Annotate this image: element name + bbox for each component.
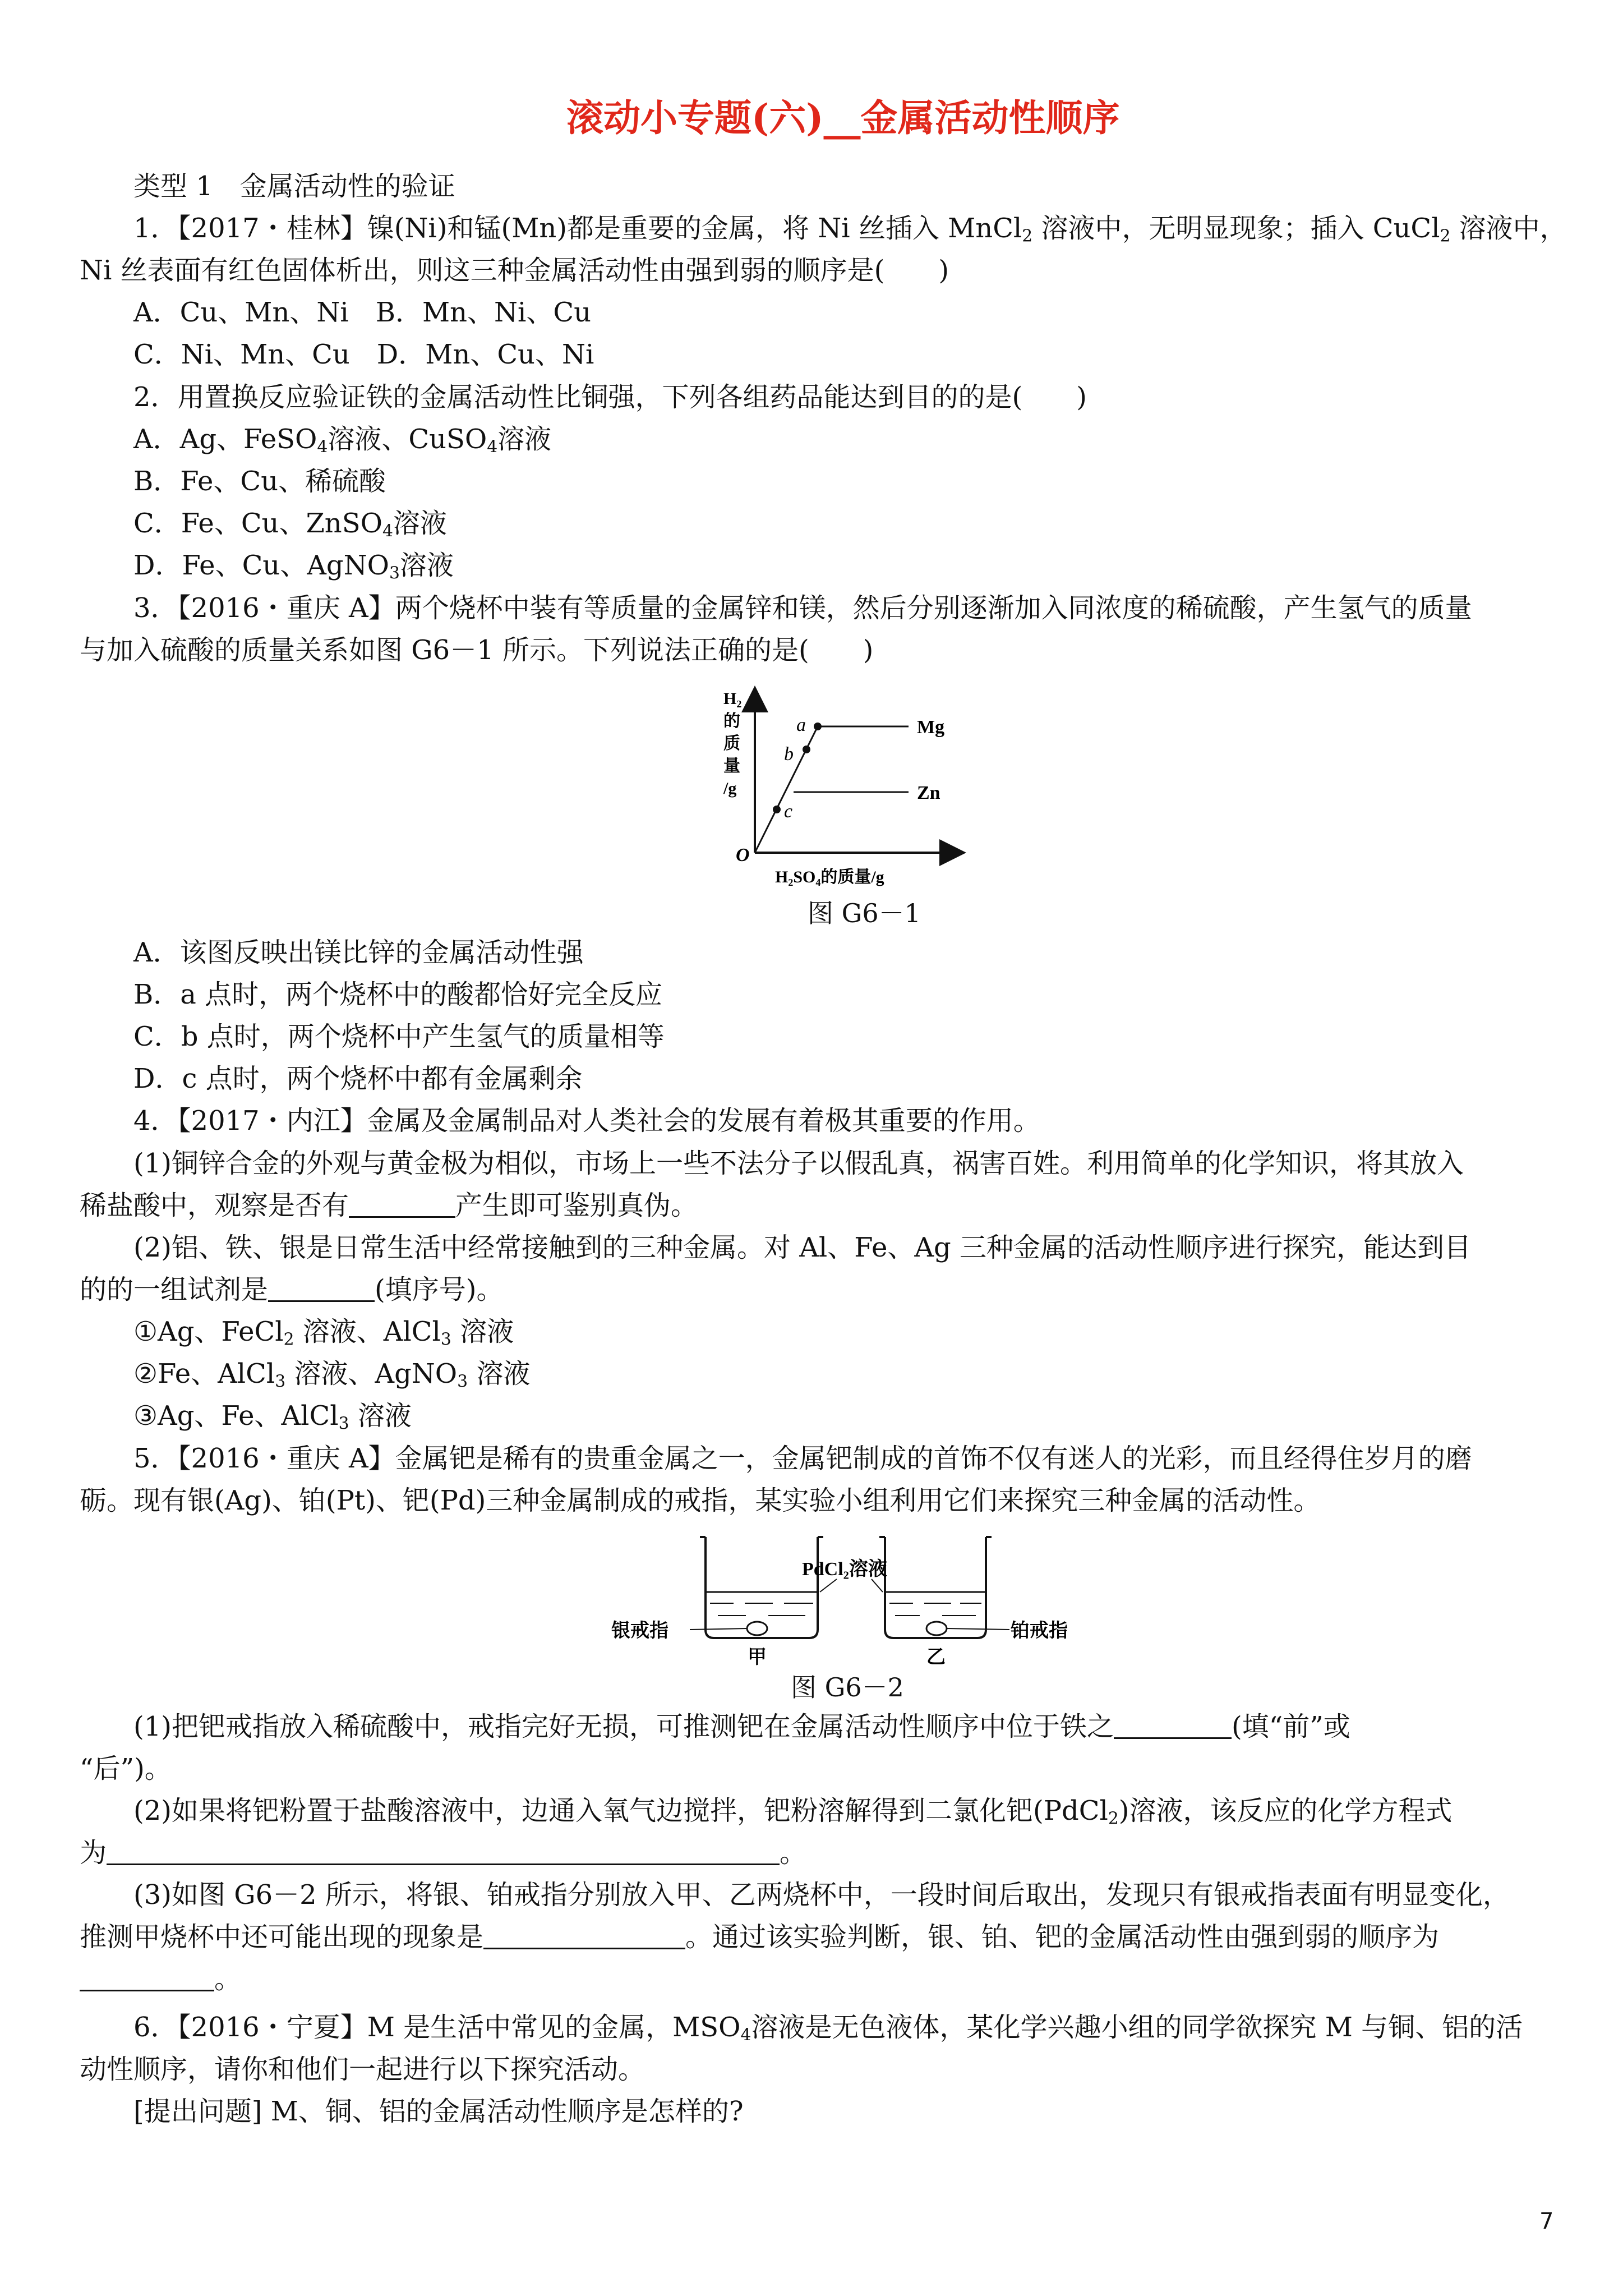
x-axis-label: H₂SO₄的质量/g [775,868,884,886]
point-b-label: b [784,744,794,765]
y-axis-label-4: 量 [723,757,740,775]
q1-stem-line2: Ni 丝表面有红色固体析出，则这三种金属活动性由强到弱的顺序是( ) [80,255,949,286]
q4-reagent-2: ②Fe、AlCl$_3$ 溶液、AgNO$_3$ 溶液 [133,1358,531,1392]
point-a [814,723,822,730]
q3-option-a: A．该图反映出镁比锌的金属活动性强 [133,937,584,968]
mg-label: Mg [917,717,945,738]
beaker-yi-label: 乙 [926,1647,946,1666]
q5-part2-line2: 为 。 [80,1837,807,1869]
solution-label: PdCl₂溶液 [802,1559,887,1580]
q5-part3-line1: (3)如图 G6－2 所示，将银、铂戒指分别放入甲、乙两烧杯中，一段时间后取出，发现只有银戒指表面有明显变化， [133,1879,1510,1911]
q5-part3-line3: 。 [80,1962,241,1996]
q5-part3-line2: 推测甲烧杯中还可能出现的现象是 。通过该实验判断，银、铂、钯的金属活动性由强到弱的顺序为 [80,1921,1440,1953]
q4-reagent-1: ①Ag、FeCl$_2$ 溶液、AlCl$_3$ 溶液 [133,1316,514,1350]
q6-stem-line1: 6．【2016・宁夏】M 是生活中常见的金属，$MSO_4$溶液是无色液体，某化学兴趣小组的同学欲探究 M 与铜、铝的活 [133,2012,1523,2045]
silver-ring [747,1622,767,1635]
q2-option-b: B．Fe、Cu、稀硫酸 [133,466,386,497]
q5-part3-blank-2[interactable] [80,1965,214,1991]
q5-stem-line1: 5．【2016・重庆 A】金属钯是稀有的贵重金属之一，金属钯制成的首饰不仅有迷人的光彩，而且经得住岁月的磨 [133,1443,1472,1474]
page-number: 7 [1539,2208,1554,2234]
section-heading: 类型 1 金属活动性的验证 [133,171,455,202]
q5-part1-blank[interactable] [1114,1713,1232,1739]
q4-part1-blank[interactable] [349,1191,455,1218]
q4-part2-line2: 的的一组试剂是 (填序号)。 [80,1274,504,1305]
zn-label: Zn [917,783,940,803]
q3-option-b: B．a 点时，两个烧杯中的酸都恰好完全反应 [133,979,663,1010]
silver-ring-label: 银戒指 [611,1621,668,1641]
q1-options-ab: A．Cu、Mn、Ni B．Mn、Ni、Cu [133,297,592,328]
q4-part2-line1: (2)铝、铁、银是日常生活中经常接触到的三种金属。对 Al、Fe、Ag 三种金属的活动性顺序进行探究，能达到目 [133,1232,1472,1263]
q4-part1-line1: (1)铜锌合金的外观与黄金极为相似，市场上一些不法分子以假乱真，祸害百姓。利用简单的化学知识，将其放入 [133,1148,1464,1179]
beaker-jia-label: 甲 [748,1647,767,1666]
y-axis-label-3: 质 [723,734,740,753]
q1-options-cd: C．Ni、Mn、Cu D．Mn、Cu、Ni [133,339,594,370]
figure-g6-1-graph [712,676,976,889]
q3-stem-line2: 与加入硫酸的质量关系如图 G6－1 所示。下列说法正确的是( ) [80,634,874,666]
beaker-jia [700,1537,823,1638]
figure-g6-2-beakers [606,1526,1088,1666]
figure-g6-1-caption: 图 G6－1 [808,898,921,928]
point-c-label: c [784,801,793,822]
origin-label: O [736,845,750,866]
point-b [803,746,810,753]
y-axis-label-1: H₂ [723,689,742,708]
y-axis-label-2: 的 [723,712,740,730]
q2-stem: 2．用置换反应验证铁的金属活动性比铜强，下列各组药品能达到目的的是( ) [133,381,1087,413]
q6-stem-line2: 动性顺序，请你和他们一起进行以下探究活动。 [80,2054,645,2085]
q4-part2-blank[interactable] [268,1276,375,1302]
q3-option-d: D．c 点时，两个烧杯中都有金属剩余 [133,1063,583,1094]
q2-option-a: A．Ag、FeSO$_4$溶液、CuSO$_4$溶液 [133,424,552,457]
q5-stem-line2: 砺。现有银(Ag)、铂(Pt)、钯(Pd)三种金属制成的戒指，某实验小组利用它们来探究三种金属的活动性。 [80,1485,1321,1516]
point-a-label: a [796,715,806,735]
q6-question: [提出问题] M、铜、铝的金属活动性顺序是怎样的? [133,2096,744,2127]
q5-part2-line1: (2)如果将钯粉置于盐酸溶液中，边通入氧气边搅拌，钯粉溶解得到二氯化钯(PdCl$_2$)溶液，该反应的化学方程式 [133,1795,1453,1829]
page-title: 滚动小专题(六)__金属活动性顺序 [566,96,1120,140]
q5-part1-line2: “后”)。 [80,1753,172,1784]
q5-part2-blank[interactable] [107,1839,780,1865]
beaker-yi [879,1537,992,1638]
q2-option-c: C．Fe、Cu、ZnSO$_4$溶液 [133,508,447,541]
q3-stem-line1: 3．【2016・重庆 A】两个烧杯中装有等质量的金属锌和镁，然后分别逐渐加入同浓度的稀硫酸，产生氢气的质量 [133,592,1472,624]
q5-part1-line1: (1)把钯戒指放入稀硫酸中，戒指完好无损，可推测钯在金属活动性顺序中位于铁之 (填“前”或 [133,1711,1350,1742]
platinum-ring-label: 铂戒指 [1011,1621,1068,1641]
q1-stem-line1: 1．【2017・桂林】镍(Ni)和锰(Mn)都是重要的金属，将 Ni 丝插入 MnCl$_2$ 溶液中，无明显现象；插入 CuCl$_2$ 溶液中， [133,213,1567,246]
q2-option-d: D．Fe、Cu、AgNO$_3$溶液 [133,550,454,583]
y-axis-label-5: /g [723,779,737,798]
q4-reagent-3: ③Ag、Fe、AlCl$_3$ 溶液 [133,1400,412,1434]
point-c [773,806,781,813]
q4-part1-line2: 稀盐酸中，观察是否有 产生即可鉴别真伪。 [80,1190,698,1221]
platinum-ring [926,1622,947,1635]
q4-stem: 4．【2017・内江】金属及金属制品对人类社会的发展有着极其重要的作用。 [133,1105,1040,1137]
q5-part3-blank-1[interactable] [483,1923,685,1949]
q3-option-c: C．b 点时，两个烧杯中产生氢气的质量相等 [133,1021,665,1052]
figure-g6-2-caption: 图 G6－2 [791,1672,904,1703]
